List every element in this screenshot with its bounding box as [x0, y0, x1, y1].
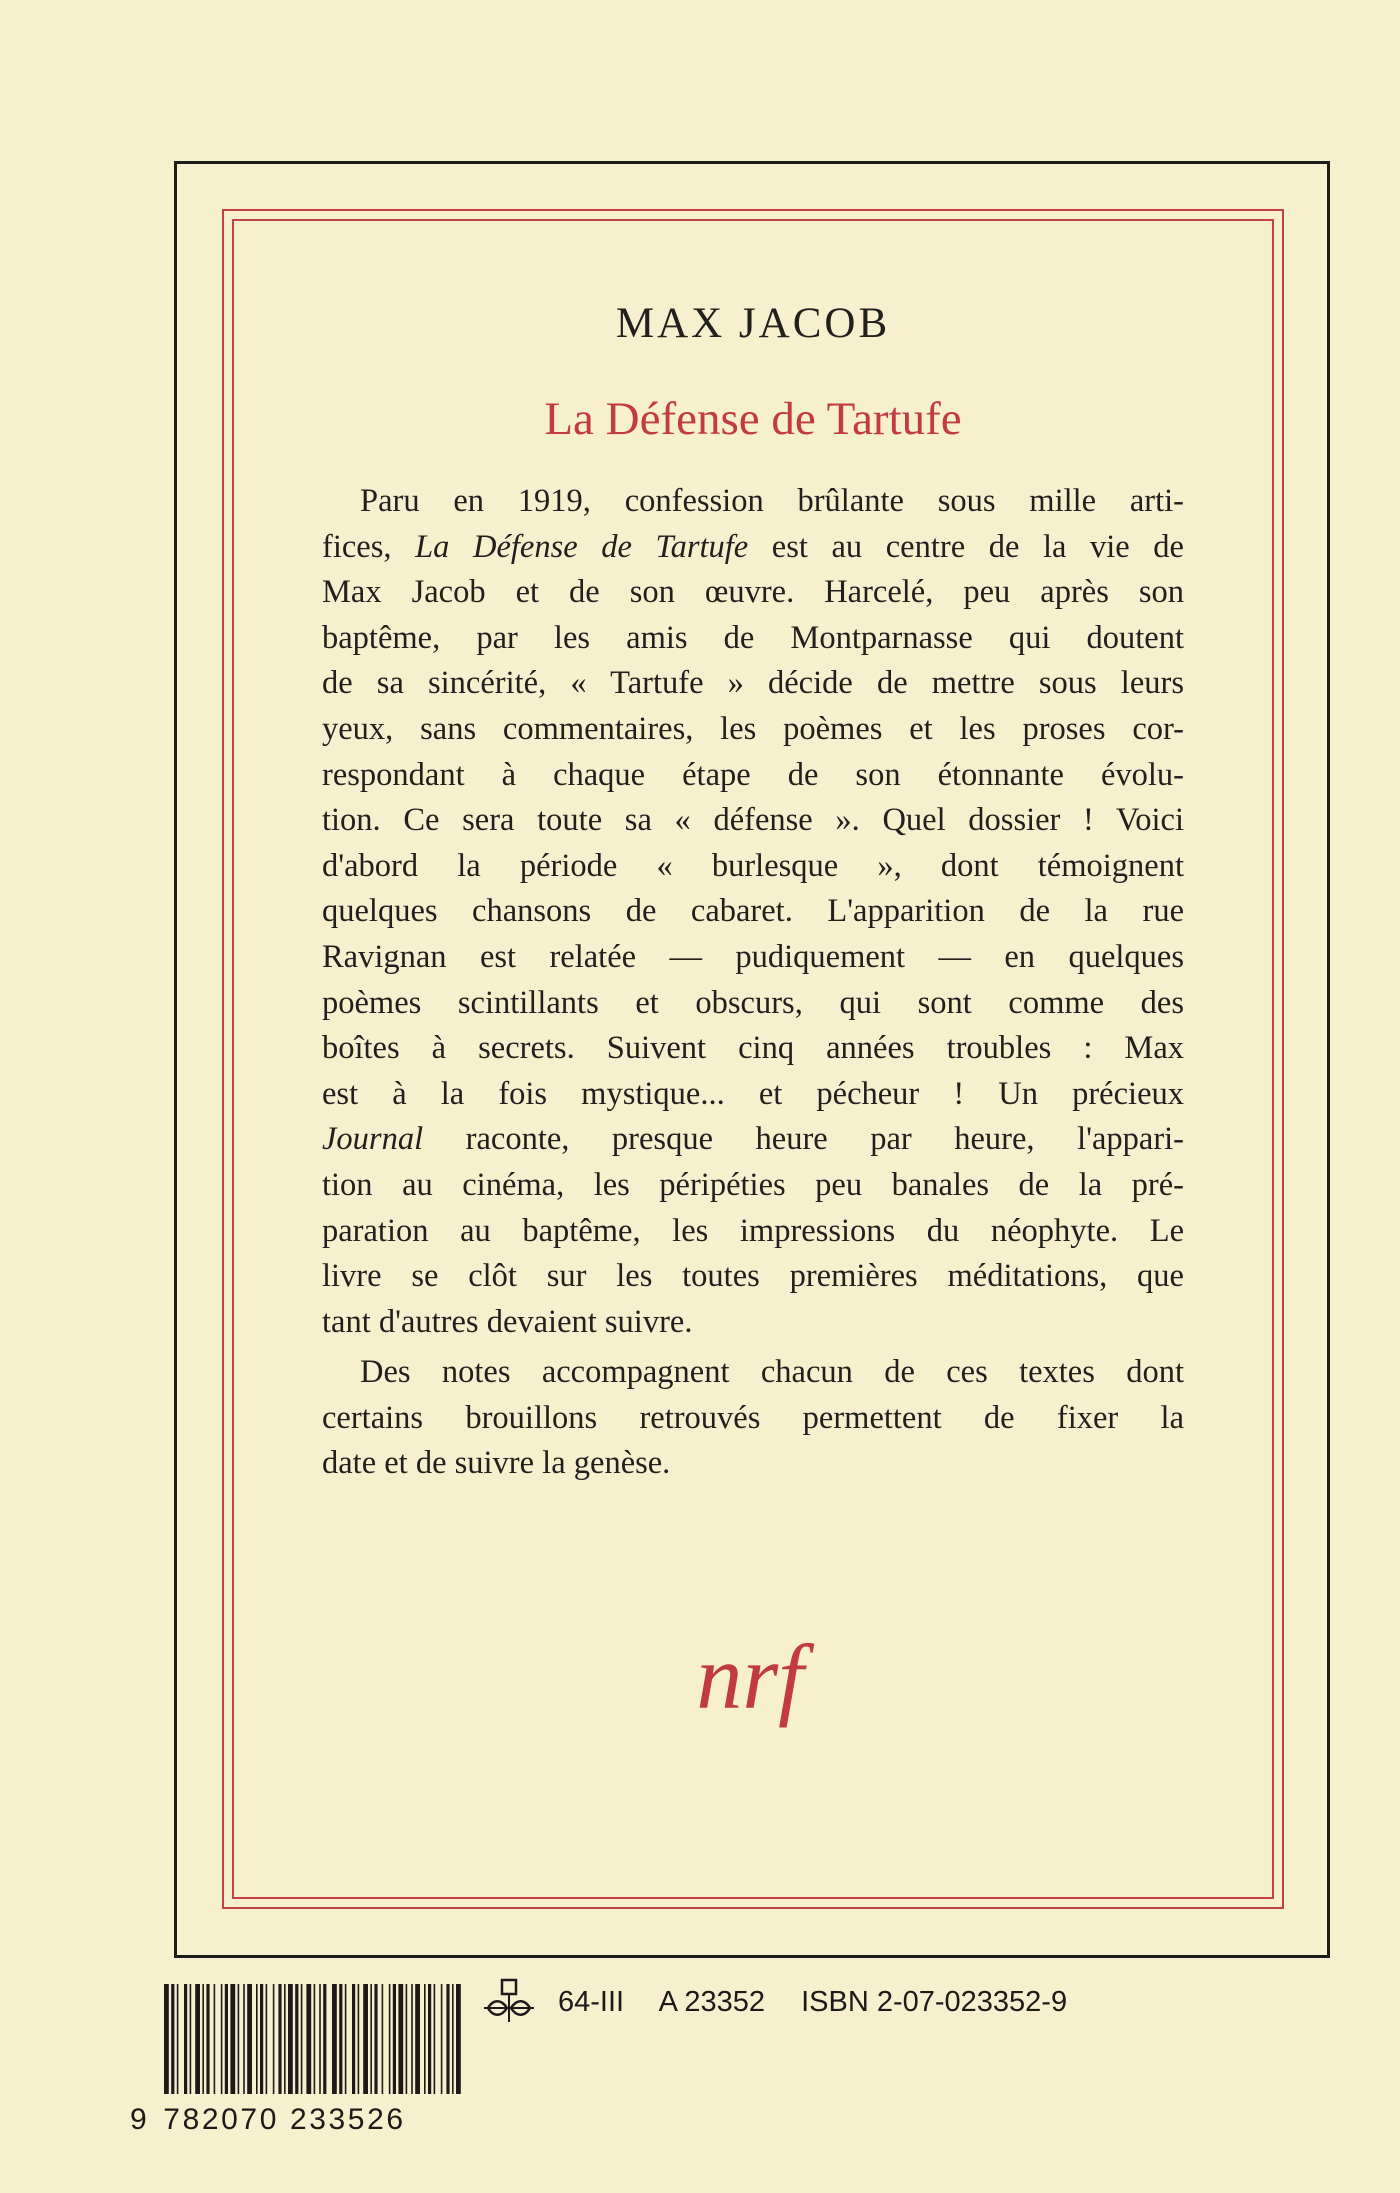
barcode-bar: [195, 1984, 200, 2094]
barcode-bar: [452, 1984, 454, 2094]
barcode-bar: [339, 1984, 342, 2094]
barcode-bar: [171, 1984, 174, 2094]
barcode-bar: [441, 1984, 443, 2094]
barcode-bar: [164, 1984, 169, 2094]
book-title: La Défense de Tartufe: [544, 393, 962, 445]
barcode-number: [130, 2103, 462, 2137]
catalog-info: [558, 1986, 1095, 2019]
barcode-bar: [273, 1984, 275, 2094]
barcode-bar: [411, 1984, 413, 2094]
catalog-code: 64-III: [558, 1986, 625, 2018]
barcode-bar: [301, 1984, 303, 2094]
blurb-line: Paru en 1919, confession brûlante sous mille arti-: [360, 483, 1184, 519]
barcode-bar: [345, 1984, 347, 2094]
barcode-bar: [225, 1984, 228, 2094]
blurb-line: fices, La Défense de Tartufe est au centre de la vie de: [322, 528, 1184, 565]
barcode-bar: [278, 1984, 281, 2094]
blurb-line: tion au cinéma, les péripéties peu banales de la pré-: [322, 1166, 1184, 1203]
barcode-bar: [332, 1984, 337, 2094]
barcode-bar: [424, 1984, 426, 2094]
nrf-logo-text: nrf: [696, 1628, 804, 1728]
barcode-bar: [456, 1984, 461, 2094]
nrf-logo: [660, 1628, 840, 1748]
barcode-bar: [184, 1984, 187, 2094]
blurb-line: Max Jacob et de son œuvre. Harcelé, peu après son: [322, 574, 1184, 611]
barcode: [162, 1984, 462, 2094]
barcode-bar: [177, 1984, 179, 2094]
barcode-bar: [202, 1984, 204, 2094]
barcode-bar: [206, 1984, 209, 2094]
barcode-bar: [256, 1984, 258, 2094]
barcode-bar: [370, 1984, 372, 2094]
blurb-line: date et de suivre la genèse.: [322, 1445, 671, 1482]
barcode-bar: [363, 1984, 368, 2094]
barcode-bar: [306, 1984, 311, 2094]
blurb-text: [322, 479, 1184, 1487]
blurb-line: livre se clôt sur les toutes premières méditations, que: [322, 1258, 1184, 1295]
blurb-line: Ravignan est relatée — pudiquement — en quelques: [322, 938, 1184, 975]
blurb-line: Journal raconte, presque heure par heure, l'appari-: [322, 1121, 1184, 1158]
barcode-bar: [221, 1984, 223, 2094]
barcode-digits: 782070 233526: [163, 2103, 406, 2136]
blurb-paragraph: [322, 1350, 1184, 1487]
barcode-bar: [398, 1984, 403, 2094]
barcode-bar: [260, 1984, 263, 2094]
barcode-bar: [190, 1984, 192, 2094]
barcode-bar: [230, 1984, 235, 2094]
barcode-bar: [243, 1984, 245, 2094]
barcode-bar: [358, 1984, 360, 2094]
blurb-line: yeux, sans commentaires, les poèmes et les proses cor-: [322, 710, 1184, 747]
barcode-prefix: 9: [130, 2103, 150, 2136]
barcode-bar: [434, 1984, 436, 2094]
barcode-bar: [319, 1984, 321, 2094]
blurb-line: tant d'autres devaient suivre.: [322, 1303, 693, 1340]
barcode-bar: [295, 1984, 298, 2094]
barcode-bar: [446, 1984, 449, 2094]
blurb-paragraph: [322, 479, 1184, 1345]
blurb-line: certains brouillons retrouvés permettent de fixer la: [322, 1399, 1184, 1436]
barcode-bar: [288, 1984, 293, 2094]
blurb-line: Des notes accompagnent chacun de ces textes dont: [360, 1354, 1184, 1391]
barcode-bar: [284, 1984, 286, 2094]
barcode-bar: [428, 1984, 431, 2094]
blurb-line: poèmes scintillants et obscurs, qui sont comme des: [322, 984, 1184, 1021]
barcode-bar: [352, 1984, 355, 2094]
isbn: ISBN 2-07-023352-9: [801, 1986, 1068, 2018]
barcode-bar: [374, 1984, 377, 2094]
barcode-bar: [382, 1984, 384, 2094]
barcode-bar: [238, 1984, 240, 2094]
blurb-line: de sa sincérité, « Tartufe » décide de mettre sous leurs: [322, 665, 1184, 702]
barcode-bar: [314, 1984, 316, 2094]
barcode-bar: [323, 1984, 326, 2094]
blurb-line: tion. Ce sera toute sa « défense ». Quel dossier ! Voici: [322, 802, 1184, 839]
blurb-line: d'abord la période « burlesque », dont témoignent: [322, 847, 1184, 884]
barcode-bar: [393, 1984, 396, 2094]
barcode-bar: [214, 1984, 216, 2094]
blurb-line: baptême, par les amis de Montparnasse qui doutent: [322, 619, 1184, 656]
blurb-line: paration au baptême, les impressions du néophyte. Le: [322, 1212, 1184, 1249]
blurb-line: quelques chansons de cabaret. L'apparition de la rue: [322, 893, 1184, 930]
blurb-line: respondant à chaque étape de son étonnante évolu-: [322, 756, 1184, 793]
barcode-bar: [247, 1984, 252, 2094]
gallimard-seal-icon: [480, 1978, 538, 2026]
catalog-reference: A 23352: [658, 1986, 766, 2018]
barcode-bar: [406, 1984, 408, 2094]
barcode-bar: [415, 1984, 420, 2094]
barcode-bar: [389, 1984, 391, 2094]
author-name: MAX JACOB: [615, 300, 891, 347]
blurb-line: boîtes à secrets. Suivent cinq années troubles : Max: [322, 1030, 1184, 1067]
blurb-line: est à la fois mystique... et pécheur ! Un précieux: [322, 1075, 1184, 1112]
barcode-bar: [266, 1984, 268, 2094]
